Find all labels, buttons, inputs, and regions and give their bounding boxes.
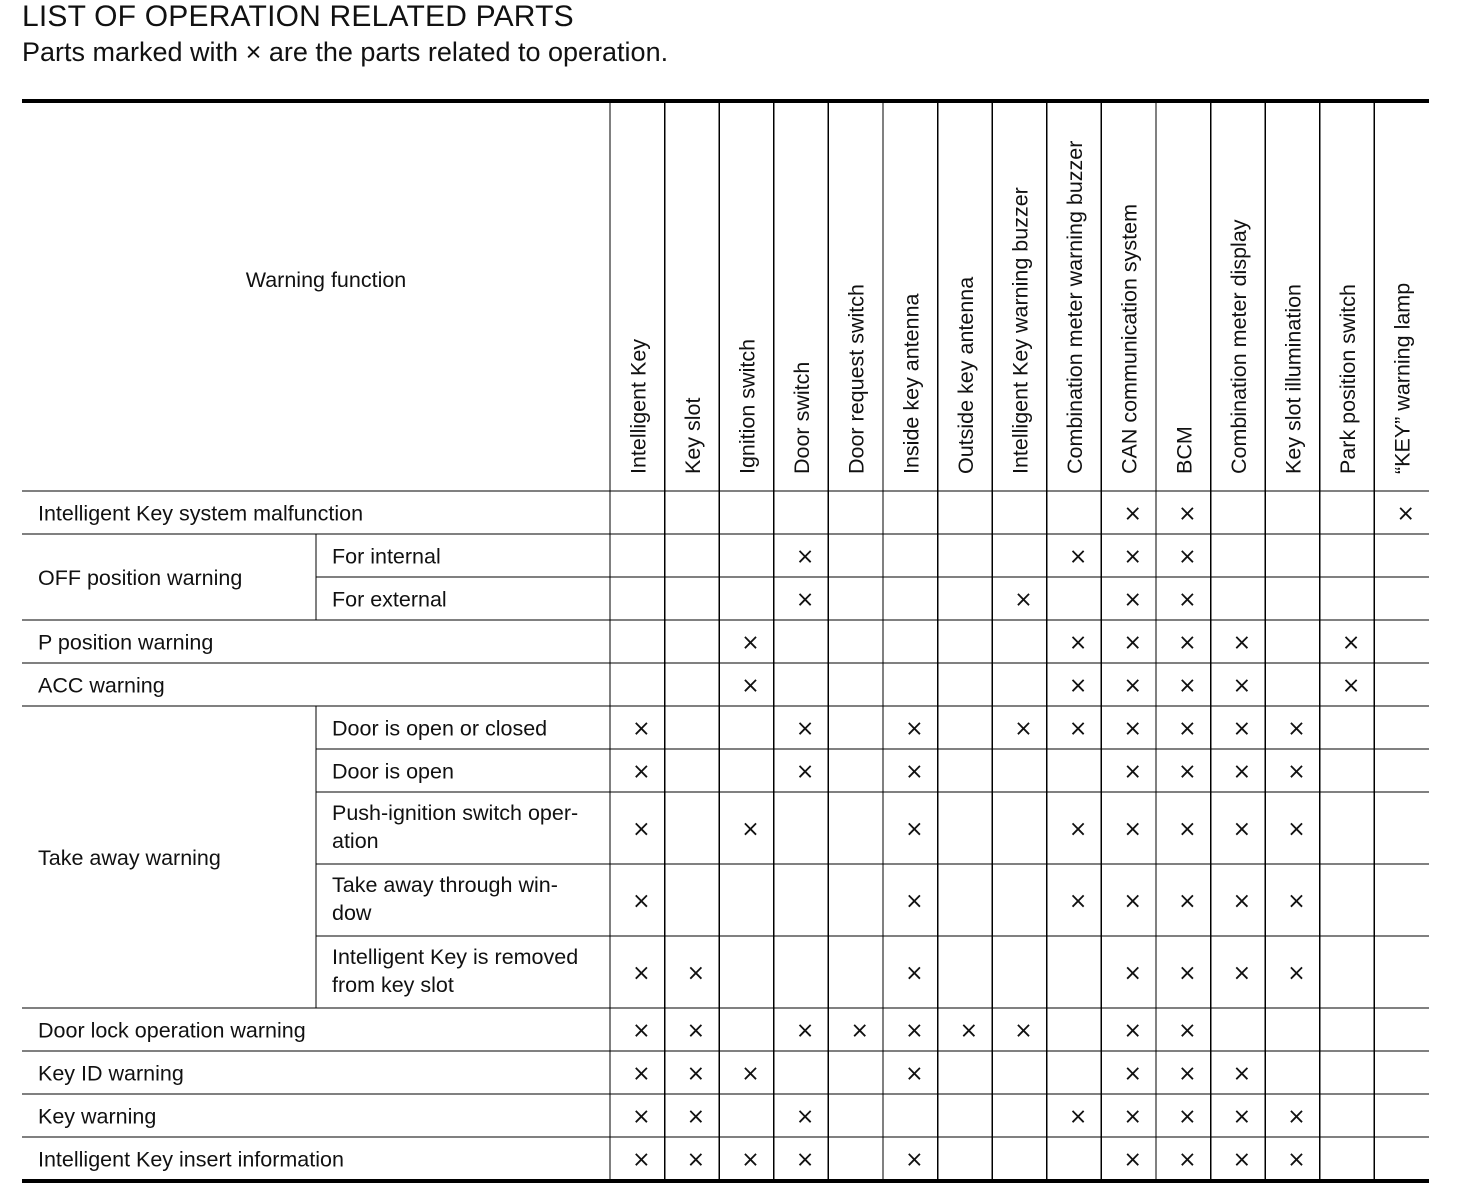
- cell-mark: ×: [686, 961, 706, 986]
- column-header: CAN communication system: [1117, 203, 1142, 474]
- cell-mark: ×: [1287, 889, 1306, 914]
- cell-mark: ×: [1178, 889, 1197, 914]
- cell-mark: ×: [632, 1147, 651, 1173]
- cell-mark: ×: [1287, 716, 1306, 742]
- cell-mark: ×: [1341, 673, 1361, 699]
- cell-mark: ×: [1123, 1018, 1142, 1044]
- cell-mark: ×: [795, 587, 815, 613]
- cell-mark: ×: [1123, 889, 1142, 914]
- subrow-label: from key slot: [332, 973, 454, 997]
- cell-mark: ×: [1068, 889, 1088, 914]
- page-title: LIST OF OPERATION RELATED PARTS: [22, 0, 574, 33]
- cell-mark: ×: [1287, 961, 1306, 986]
- cell-mark: ×: [1232, 889, 1252, 914]
- column-header: BCM: [1172, 426, 1197, 474]
- cell-mark: ×: [1178, 1061, 1197, 1087]
- cell-mark: ×: [1232, 1147, 1252, 1173]
- cell-mark: ×: [1178, 630, 1197, 656]
- cell-mark: ×: [1123, 673, 1142, 699]
- cell-mark: ×: [1123, 961, 1142, 986]
- subrow-label: Door is open: [332, 759, 454, 784]
- cell-mark: ×: [795, 759, 815, 785]
- cell-mark: ×: [1178, 1018, 1197, 1044]
- cell-mark: ×: [905, 1147, 924, 1173]
- cell-mark: ×: [741, 630, 760, 656]
- cell-mark: ×: [1123, 587, 1142, 613]
- cell-mark: ×: [1287, 759, 1306, 785]
- cell-mark: ×: [905, 1018, 924, 1044]
- column-header: Key slot: [680, 397, 705, 474]
- subrow-label: For internal: [332, 544, 441, 569]
- cell-mark: ×: [686, 1018, 706, 1044]
- cell-mark: ×: [632, 961, 651, 986]
- cell-mark: ×: [905, 759, 924, 785]
- row-label: Key ID warning: [38, 1061, 184, 1086]
- column-header: Park position switch: [1336, 284, 1361, 474]
- cell-mark: ×: [686, 1104, 706, 1130]
- subrow-label: Intelligent Key is removed: [332, 945, 579, 969]
- cell-mark: ×: [741, 1061, 760, 1087]
- cell-mark: ×: [1178, 501, 1197, 527]
- cell-mark: ×: [1232, 1061, 1252, 1087]
- cell-mark: ×: [905, 889, 924, 914]
- cell-mark: ×: [905, 817, 924, 842]
- row-label: OFF position warning: [38, 566, 243, 590]
- cell-mark: ×: [741, 817, 760, 842]
- cell-mark: ×: [1232, 759, 1252, 785]
- cell-mark: ×: [1232, 716, 1252, 742]
- subrow-label: Door is open or closed: [332, 716, 548, 741]
- cell-mark: ×: [1396, 501, 1415, 527]
- cell-mark: ×: [1287, 1104, 1306, 1130]
- cell-mark: ×: [1178, 587, 1197, 613]
- cell-mark: ×: [1123, 817, 1142, 842]
- cell-mark: ×: [1287, 1147, 1306, 1173]
- cell-mark: ×: [1178, 1147, 1197, 1173]
- cell-mark: ×: [632, 1061, 651, 1087]
- cell-mark: ×: [1178, 673, 1197, 699]
- cell-mark: ×: [1123, 759, 1142, 785]
- cell-mark: ×: [1068, 716, 1088, 742]
- column-header: Outside key antenna: [953, 276, 978, 474]
- cell-mark: ×: [1014, 1018, 1033, 1044]
- subrow-label: dow: [332, 901, 372, 925]
- cell-mark: ×: [959, 1018, 979, 1044]
- cell-mark: ×: [1178, 716, 1197, 742]
- cell-mark: ×: [1232, 673, 1252, 699]
- cell-mark: ×: [1178, 961, 1197, 986]
- column-header: Intelligent Key warning buzzer: [1008, 187, 1033, 474]
- cell-mark: ×: [1123, 630, 1142, 656]
- cell-mark: ×: [1341, 630, 1361, 656]
- row-label: Take away warning: [38, 846, 221, 870]
- column-header: Inside key antenna: [899, 293, 924, 474]
- column-header: Combination meter warning buzzer: [1063, 140, 1088, 474]
- cell-mark: ×: [1123, 1061, 1142, 1087]
- cell-mark: ×: [632, 759, 651, 785]
- cell-mark: ×: [632, 1018, 651, 1044]
- cell-mark: ×: [1068, 1104, 1088, 1130]
- subrow-label: Take away through win-: [332, 873, 558, 897]
- cell-mark: ×: [686, 1147, 706, 1173]
- row-label: Intelligent Key insert information: [38, 1147, 344, 1172]
- cell-mark: ×: [741, 673, 760, 699]
- cell-mark: ×: [795, 1018, 815, 1044]
- cell-mark: ×: [632, 817, 651, 842]
- cell-mark: ×: [850, 1018, 869, 1044]
- cell-mark: ×: [1014, 587, 1033, 613]
- cell-mark: ×: [1232, 961, 1252, 986]
- column-header: Door request switch: [844, 284, 869, 474]
- column-header: Key slot illumination: [1281, 283, 1306, 474]
- column-header: Combination meter display: [1226, 219, 1251, 474]
- cell-mark: ×: [1068, 630, 1088, 656]
- corner-header: Warning function: [245, 268, 407, 292]
- cell-mark: ×: [905, 1061, 924, 1087]
- cell-mark: ×: [1178, 759, 1197, 785]
- cell-mark: ×: [1123, 544, 1142, 570]
- cell-mark: ×: [795, 544, 815, 570]
- cell-mark: ×: [1287, 817, 1306, 842]
- cell-mark: ×: [632, 716, 651, 742]
- row-label: Key warning: [38, 1104, 157, 1129]
- cell-mark: ×: [905, 961, 924, 986]
- cell-mark: ×: [1068, 817, 1088, 842]
- row-label: Door lock operation warning: [38, 1018, 306, 1043]
- cell-mark: ×: [1123, 501, 1142, 527]
- cell-mark: ×: [795, 1104, 815, 1130]
- cell-mark: ×: [1232, 630, 1252, 656]
- column-header: Ignition switch: [735, 338, 760, 474]
- cell-mark: ×: [686, 1061, 706, 1087]
- page-subtitle: Parts marked with × are the parts related to operation.: [22, 37, 669, 67]
- cell-mark: ×: [741, 1147, 760, 1173]
- row-label: Intelligent Key system malfunction: [38, 501, 364, 526]
- cell-mark: ×: [1178, 544, 1197, 570]
- column-header: Door switch: [790, 361, 815, 474]
- cell-mark: ×: [1178, 1104, 1197, 1130]
- cell-mark: ×: [1232, 1104, 1252, 1130]
- cell-mark: ×: [795, 716, 815, 742]
- cell-mark: ×: [1014, 716, 1033, 742]
- column-header: “KEY” warning lamp: [1390, 282, 1415, 474]
- column-header: Intelligent Key: [626, 338, 651, 474]
- cell-mark: ×: [1123, 1147, 1142, 1173]
- cell-mark: ×: [1232, 817, 1252, 842]
- cell-mark: ×: [1123, 716, 1142, 742]
- cell-mark: ×: [1123, 1104, 1142, 1130]
- cell-mark: ×: [795, 1147, 815, 1173]
- row-label: P position warning: [38, 630, 214, 655]
- cell-mark: ×: [632, 1104, 651, 1130]
- cell-mark: ×: [632, 889, 651, 914]
- subrow-label: Push-ignition switch oper-: [332, 801, 579, 825]
- cell-mark: ×: [1068, 673, 1088, 699]
- subrow-label: For external: [332, 587, 447, 612]
- row-label: ACC warning: [38, 673, 165, 698]
- cell-mark: ×: [1068, 544, 1088, 570]
- cell-mark: ×: [1178, 817, 1197, 842]
- cell-mark: ×: [905, 716, 924, 742]
- subrow-label: ation: [332, 829, 379, 853]
